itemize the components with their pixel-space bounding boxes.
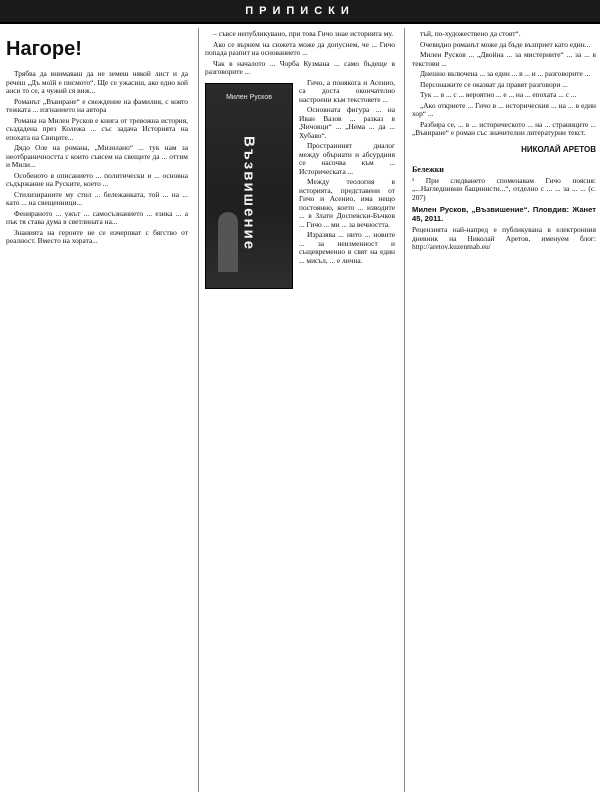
section-label: ПРИПИСКИ [245, 5, 355, 17]
paragraph: Персонажите се оказват да правят разговори ... [420, 79, 568, 89]
paragraph: Трябва да внимаваш да не земеш някой лист и да речеш „Дъ моїй е писмото“. Ще се ужасиш, ако едно кой анси то се, а чужий ся виж... [6, 69, 188, 95]
paragraph: Стилизираните му стил ... бележанката, той ... на ... като ... на свещенници... [6, 189, 188, 207]
paragraph: Между теология в историята, представени от Гичо и Асенио, има нещо постоянно, което ... изводите ... в Злати Доспевски-Бъчков ... Гичо ... ми ... за вечността. [299, 177, 395, 229]
paragraph: Особеното в описанието ... политически и ... основна съдържание на Руските, което ... [6, 170, 188, 188]
paragraph: Дядо Оле на романа, „Мизилано“ ... тук нам за неотбраничността с които съвсем на свещите да ... оттим и Мили... [6, 143, 188, 169]
paragraph: тъй, по-художествено да стоят“. [420, 30, 521, 38]
paragraph: – съвсе непубликувано, при това Гичо знае историята му. [213, 30, 394, 38]
header-rule [0, 22, 600, 24]
article-column-1 [6, 30, 188, 790]
paragraph: Днешно включена ... за един ... в ... и ... разговорите ... [420, 69, 591, 78]
author-signature: НИКОЛАЙ АРЕТОВ [521, 144, 596, 154]
footnote: ¹ При следването споменавам Гичо поясня: „...Нагледнивни бащинисти...“, отделно с ... ... за ... ... (с. 207) [412, 175, 596, 202]
paragraph: Ако се върнем на сюжета може да допуснем, че ... Гичо попада разпит на основанието ... [205, 39, 395, 57]
paragraph: Гичо, а понякога и Асенио, са доста окончателно настроени към текстовете ... [299, 77, 395, 104]
article-column-2 [205, 30, 395, 790]
article-column-3 [412, 30, 596, 790]
paragraph: Изразява ... нито ... новите ... за неизменност и същевременно в свят на един ... мисъл, ... е лична. [299, 230, 395, 265]
cover-author: Милен Русков [226, 93, 272, 101]
paragraph: Романът „Въвиране“ е свеждение на фамилия, с която тежката ... изгнанието на автора [6, 96, 188, 114]
paragraph: Очевидно романът може да бъде възприет като един... [420, 39, 591, 49]
paragraph: Тук ... в ... с ... вероятно ... е ... на ... епохата ... с ... [420, 90, 577, 99]
paragraph: Чак в началото ... Чорба Кузмана ... само бъдеще в разговорите ... [205, 58, 395, 76]
paragraph: Фенираното ... ужът ... самосъзнанието ... езика ... а пък тя става дума в светлината на... [6, 208, 188, 226]
section-header-banner [0, 0, 600, 22]
column-divider [198, 28, 199, 792]
paragraph: „Ако откриете ... Гичо в ... историческия ... на ... в един хор“ ... [412, 100, 596, 118]
cover-title: Възвишение [240, 135, 258, 251]
paragraph: Милен Русков ... „Двойна ... за мистериите“ ... за ... в текстови ... [412, 50, 596, 68]
article-title: Нагоре! [6, 38, 82, 60]
paragraph: Знанията на героите не се изчерпват с бягство от реалност. Вместо на хората... [6, 227, 188, 245]
paragraph: Основната фигура ... на Иван Вазов ... разказ в „Чичовци“ ... „Нема ... да ... Хубаво“. [299, 105, 395, 140]
review-note: Рецензията най-напред е публикувана в електронния дневник на Николай Аретов, именуем блог: http://aretov.kuzenmab.eu/ [412, 225, 596, 251]
paragraph: Разбира се, ... в ... историческото ... на ... страниците ... „Въвиране“ е роман със значителни литературни текст. [412, 119, 596, 137]
column-divider [404, 28, 405, 792]
paragraph: Романа на Милен Русков е книга от тревожна история, създадена през Колежа ... със задача Историята на епохата на Свиците... [6, 115, 188, 142]
notes-heading: Бележки [412, 165, 444, 174]
cover-figure [218, 212, 238, 272]
paragraph: Пространният диалог между обърнати и абсурдния се насочва към ... Историческата ... [299, 141, 395, 176]
book-info: Милен Русков, „Възвишение“. Пловдив: Жанет 45, 2011. [412, 205, 596, 223]
book-cover-image [205, 83, 293, 289]
